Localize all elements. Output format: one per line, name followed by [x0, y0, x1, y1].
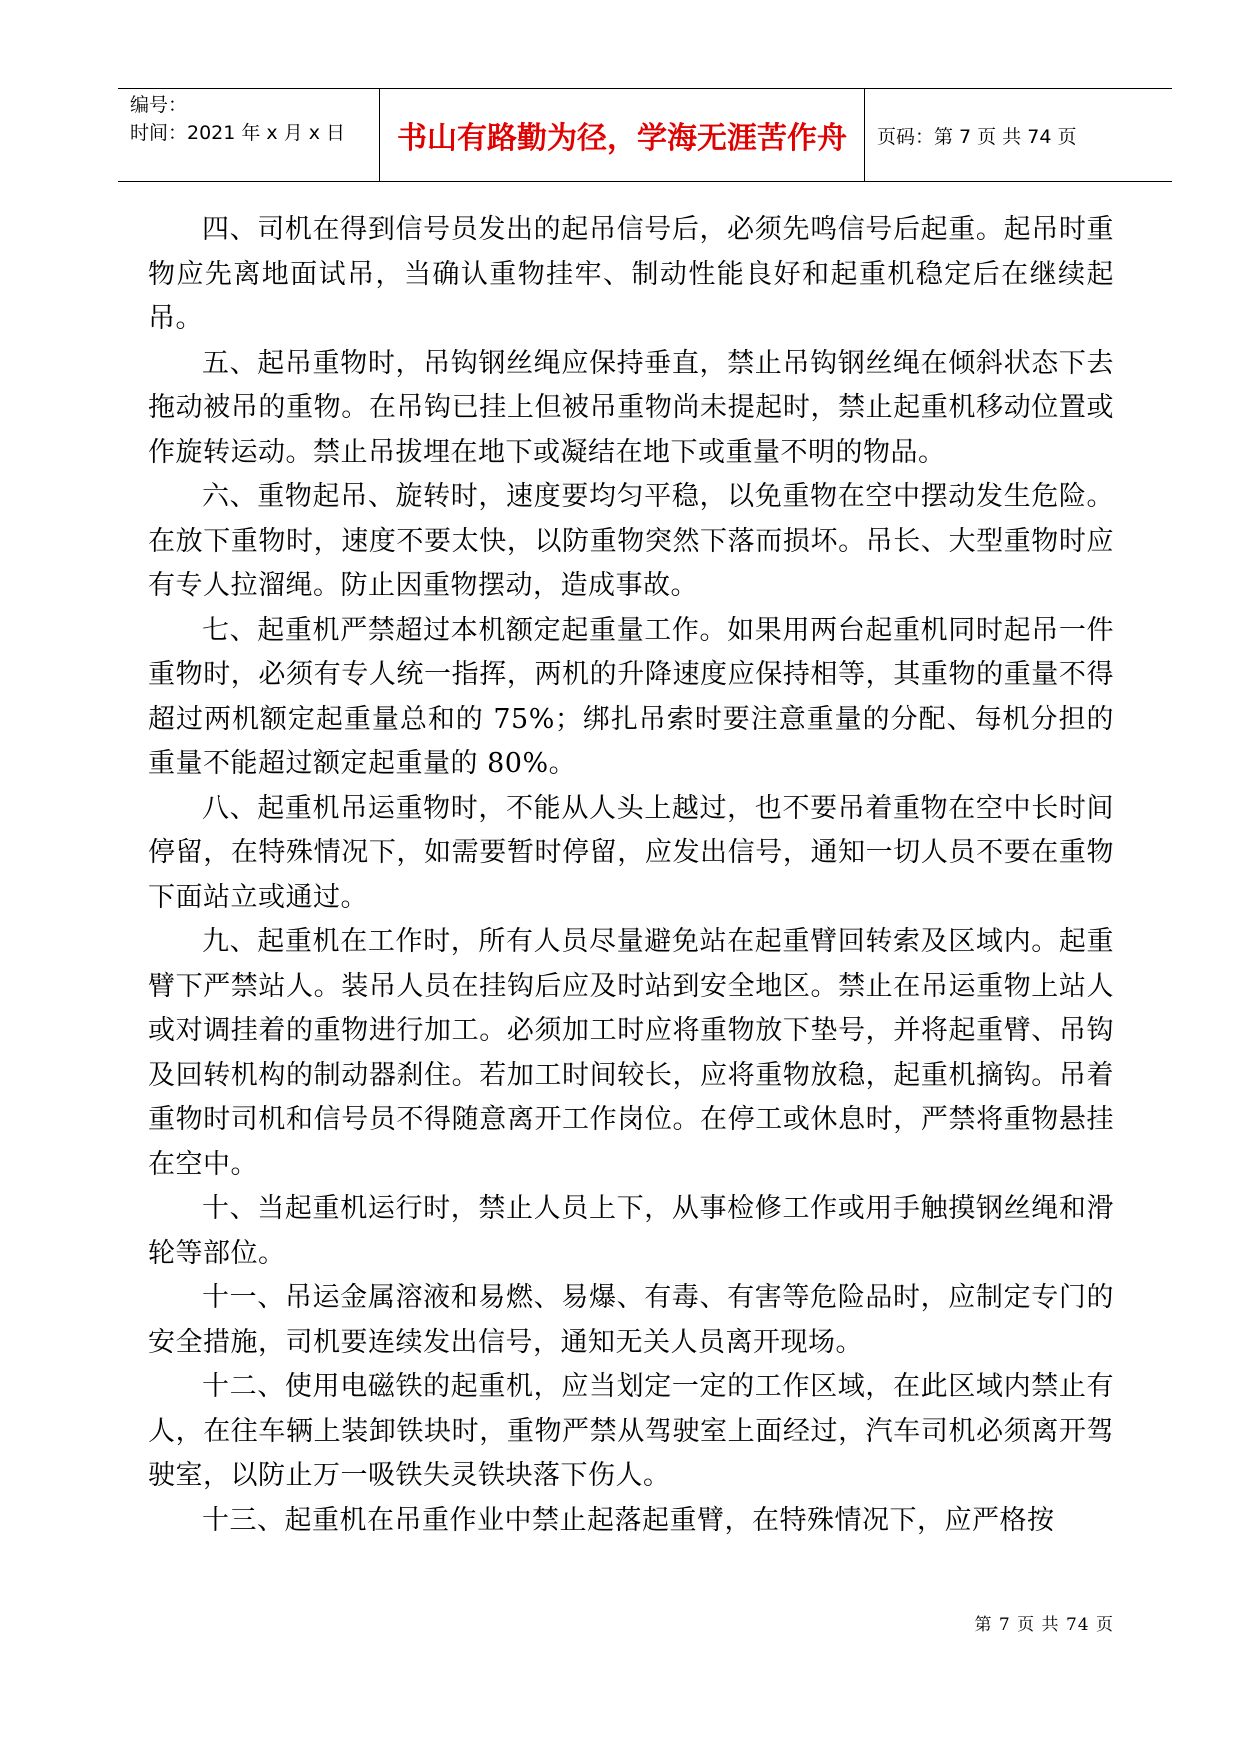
paragraph: 十、当起重机运行时，禁止人员上下，从事检修工作或用手触摸钢丝绳和滑轮等部位。: [148, 1193, 1114, 1269]
document-body: [148, 208, 1114, 1543]
paragraph: 十二、使用电磁铁的起重机，应当划定一定的工作区域，在此区域内禁止有人，在往车辆上装卸铁块时，重物严禁从驾驶室上面经过，汽车司机必须离开驾驶室，以防止万一吸铁失灵铁块落下伤人。: [148, 1371, 1114, 1491]
paragraph: 五、起吊重物时，吊钩钢丝绳应保持垂直，禁止吊钩钢丝绳在倾斜状态下去拖动被吊的重物。在吊钩已挂上但被吊重物尚未提起时，禁止起重机移动位置或作旋转运动。禁止吊拔埋在地下或凝结在地下或重量不明的物品。: [148, 347, 1114, 468]
paragraph: 九、起重机在工作时，所有人员尽量避免站在起重臂回转索及区域内。起重臂下严禁站人。装吊人员在挂钩后应及时站到安全地区。禁止在吊运重物上站人或对调挂着的重物进行加工。必须加工时应将重物放下垫号，并将起重臂、吊钩及回转机构的制动器刹住。若加工时间较长，应将重物放稳，起重机摘钩。吊着重物时司机和信号员不得随意离开工作岗位。在停工或休息时，严禁将重物悬挂在空中。: [148, 926, 1114, 1180]
paragraph: 六、重物起吊、旋转时，速度要均匀平稳，以免重物在空中摆动发生危险。在放下重物时，速度不要太快，以防重物突然下落而损坏。吊长、大型重物时应有专人拉溜绳。防止因重物摆动，造成事故。: [148, 481, 1114, 601]
header-page-number: 页码：第 7 页 共 74 页: [877, 125, 1077, 148]
document-date: 时间：2021 年 x 月 x 日: [130, 122, 346, 144]
header-meta: [118, 89, 380, 181]
paragraph: 八、起重机吊运重物时，不能从人头上越过，也不要吊着重物在空中长时间停留，在特殊情况下，如需要暂时停留，应发出信号，通知一切人员不要在重物下面站立或通过。: [148, 792, 1114, 913]
document-number: 编号：: [130, 94, 188, 116]
page-header: [118, 88, 1172, 182]
paragraph: 十三、起重机在吊重作业中禁止起落起重臂，在特殊情况下，应严格按: [202, 1504, 1055, 1536]
paragraph: 四、司机在得到信号员发出的起吊信号后，必须先鸣信号后起重。起吊时重物应先离地面试吊，当确认重物挂牢、制动性能良好和起重机稳定后在继续起吊。: [148, 214, 1114, 334]
paragraph: 七、起重机严禁超过本机额定起重量工作。如果用两台起重机同时起吊一件重物时，必须有专人统一指挥，两机的升降速度应保持相等，其重物的重量不得超过两机额定起重量总和的 75%；绑扎吊索时要注意重量的分配、每机分担的重量不能超过额定起重量的 80%。: [148, 614, 1114, 779]
paragraph: 十一、吊运金属溶液和易燃、易爆、有毒、有害等危险品时，应制定专门的安全措施，司机要连续发出信号，通知无关人员离开现场。: [148, 1282, 1114, 1358]
header-motto: 书山有路勤为径，学海无涯苦作舟: [380, 89, 865, 181]
page-footer: 第 7 页 共 74 页: [974, 1615, 1114, 1635]
